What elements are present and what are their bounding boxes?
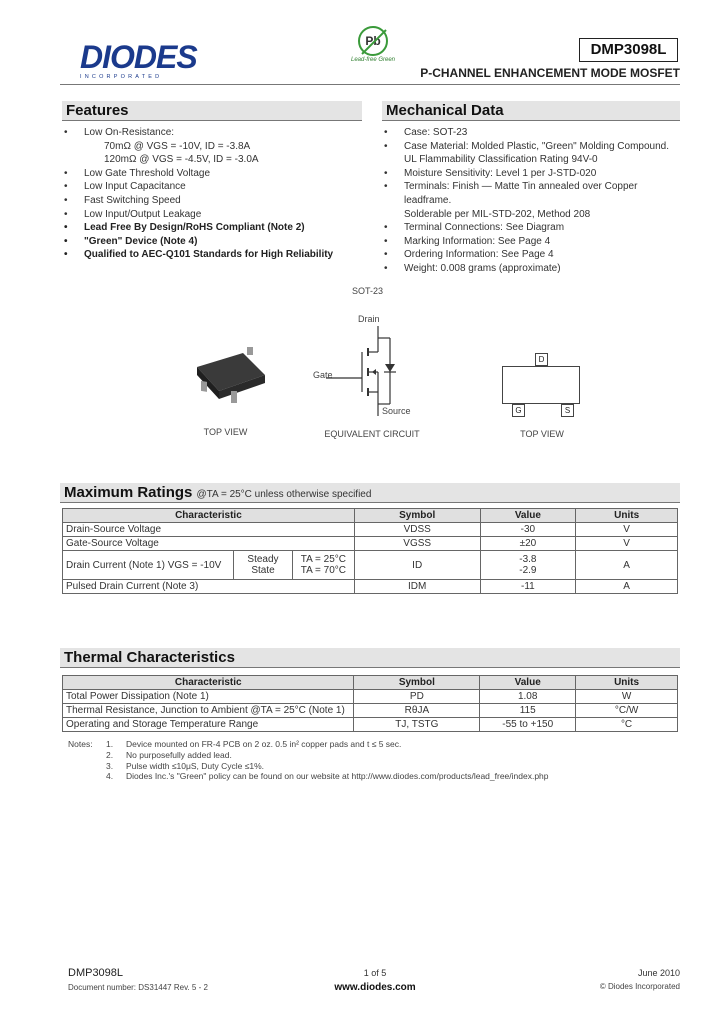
list-item: 70mΩ @ VGS = -10V, ID = -3.8A [104,140,251,152]
footer-site-link[interactable]: www.diodes.com [334,982,416,993]
thermal-table [62,675,678,732]
drain-current-mode: Steady State [233,551,293,579]
note-number: 1. [106,739,114,749]
list-item: • Weight: 0.008 grams (approximate) [382,262,682,276]
footer-copyright: © Diodes Incorporated [599,982,680,991]
cell-char: Pulsed Drain Current (Note 3) [63,580,355,594]
list-item: 120mΩ @ VGS = -4.5V, ID = -3.0A [104,154,259,166]
mechanical-header [382,101,680,121]
cell-char [63,551,355,580]
cell-value: 115 [480,704,576,718]
source-label: Source [382,406,411,416]
cell-value: ±20 [480,537,576,551]
cell-char: Operating and Storage Temperature Range [63,718,354,732]
pin-g: G [512,404,525,417]
company-logo [80,39,205,82]
part-number-box: DMP3098L [579,38,678,62]
note-text: Device mounted on FR-4 PCB on 2 oz. 0.5 in² copper pads and t ≤ 5 sec. [126,739,402,749]
lead-free-badge [343,26,403,63]
cell-units: W [576,690,678,704]
note-number: 2. [106,749,114,760]
notes-block [68,739,549,782]
table-row [63,718,678,732]
cell-value: -55 to +150 [480,718,576,732]
list-item: • Low Input Capacitance [62,180,362,194]
cell-symbol: PD [354,690,480,704]
max-ratings-title: Maximum Ratings [64,484,193,501]
list-item: • Fast Switching Speed [62,194,362,208]
col-symbol: Symbol [354,509,480,523]
features-list [62,126,362,262]
pinout-body [502,366,580,404]
page-subtitle: P-CHANNEL ENHANCEMENT MODE MOSFET [420,66,680,80]
footer-date: June 2010 [637,968,680,978]
cell-symbol: TJ, TSTG [354,718,480,732]
header-rule [60,84,680,85]
list-item: • Moisture Sensitivity: Level 1 per J-STD-020 [382,167,682,181]
list-item: • Lead Free By Design/RoHS Compliant (Note 2) [62,221,362,235]
footer-part: DMP3098L [68,967,124,979]
drain-current-value1: -3.8 [519,554,537,565]
note-number: 4. [106,771,114,782]
col-units: Units [576,676,678,690]
notes-label: Notes: [68,739,93,749]
max-ratings-condition: @TA = 25°C unless otherwise specified [196,489,372,500]
lead-free-label: Lead-free Green [350,57,396,63]
list-item: • Low Gate Threshold Voltage [62,167,362,181]
table-row [63,537,678,551]
table-row [63,690,678,704]
pin-s: S [561,404,574,417]
list-item: • Ordering Information: See Page 4 [382,248,682,262]
list-item: • Case: SOT-23 [382,126,682,140]
cell-symbol: VGSS [354,537,480,551]
mechanical-title: Mechanical Data [386,102,504,119]
gate-label: Gate [313,370,333,380]
equivalent-circuit-label: EQUIVALENT CIRCUIT [324,429,420,439]
table-row [63,523,678,537]
note-text: Pulse width ≤10μS, Duty Cycle ≤1%. [126,760,265,771]
cell-symbol: IDM [354,580,480,594]
table-row [63,704,678,718]
cell-units: °C [576,718,678,732]
list-item: • Qualified to AEC-Q101 Standards for High Reliability [62,248,362,262]
lead-free-icon [358,26,388,56]
cell-symbol: RθJA [354,704,480,718]
col-units: Units [576,509,678,523]
drain-current-value2: -2.9 [519,565,537,576]
col-characteristic: Characteristic [63,676,354,690]
list-item: UL Flammability Classification Rating 94V-0 [404,154,598,166]
drain-label: Drain [358,314,380,324]
footer-page: 1 of 5 [363,968,387,978]
cell-value [480,551,576,580]
cell-value: 1.08 [480,690,576,704]
cell-units: V [576,537,678,551]
features-title: Features [66,102,129,119]
col-symbol: Symbol [354,676,480,690]
cell-units: A [576,580,678,594]
mechanical-list [382,126,682,276]
cell-char: Total Power Dissipation (Note 1) [63,690,354,704]
note-text: Diodes Inc.'s "Green" policy can be found on our website at http://www.diodes.com/products/lead_free/index.php [126,771,549,782]
footer-doc: Document number: DS31447 Rev. 5 - 2 [68,983,208,992]
max-ratings-table [62,508,678,594]
note-item [68,761,549,772]
cell-symbol: ID [354,551,480,580]
drain-current-cond1: TA = 25°C [300,554,347,565]
thermal-title: Thermal Characteristics [64,649,235,666]
col-value: Value [480,509,576,523]
top-view-left-label: TOP VIEW [203,427,248,437]
logo-subtext: INCORPORATED [80,74,163,80]
thermal-header [60,648,680,668]
note-item [68,750,549,761]
col-characteristic: Characteristic [63,509,355,523]
table-row [63,551,678,580]
cell-units: V [576,523,678,537]
note-text: No purposefully added lead. [126,749,232,760]
table-row [63,580,678,594]
drain-current-cond2: TA = 70°C [300,565,347,576]
strike-icon [356,24,392,60]
cell-units: A [576,551,678,580]
cell-char: Drain-Source Voltage [63,523,355,537]
max-ratings-header [60,483,680,503]
table-header-row [63,676,678,690]
package-name: SOT-23 [351,286,383,296]
col-value: Value [480,676,576,690]
note-number: 3. [106,760,114,771]
top-view-right-label: TOP VIEW [520,429,564,439]
cell-value: -30 [480,523,576,537]
cell-symbol: VDSS [354,523,480,537]
list-item: • Marking Information: See Page 4 [382,235,682,249]
table-header-row [63,509,678,523]
package-drawing [185,345,275,425]
lead-free-symbol: Pb [365,34,381,48]
list-item: • Terminal Connections: See Diagram [382,221,682,235]
list-item: • Low On-Resistance: [62,126,362,140]
list-item: • "Green" Device (Note 4) [62,235,362,249]
drain-current-label: Drain Current (Note 1) VGS = -10V [66,559,222,571]
cell-char: Gate-Source Voltage [63,537,355,551]
list-item: • Low Input/Output Leakage [62,208,362,222]
logo-text: DIODES [80,39,197,75]
list-item: • Terminals: Finish — Matte Tin annealed over Copper leadframe. [382,180,682,207]
pin-d: D [535,353,548,366]
list-item: Solderable per MIL-STD-202, Method 208 [404,208,591,220]
list-item: • Case Material: Molded Plastic, "Green" Molding Compound. [382,140,682,154]
features-header [62,101,362,121]
note-item [68,739,549,750]
cell-value: -11 [480,580,576,594]
cell-char: Thermal Resistance, Junction to Ambient @TA = 25°C (Note 1) [63,704,354,718]
note-item [68,771,549,782]
cell-units: °C/W [576,704,678,718]
